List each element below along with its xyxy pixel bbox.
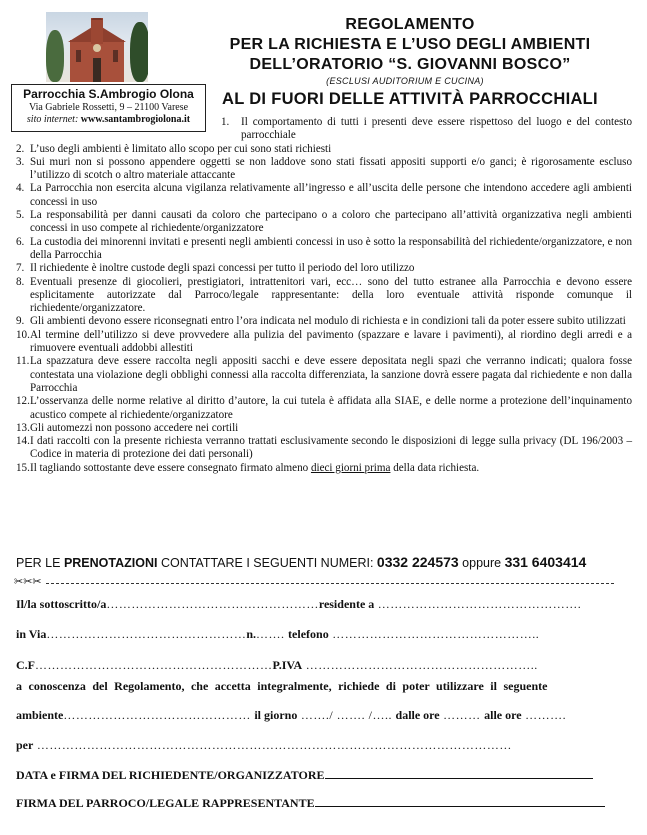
form-row-per	[16, 738, 634, 753]
form-row-tax	[16, 658, 634, 673]
purpose-field[interactable]: ……………………………………………………………………………………………………	[33, 738, 512, 752]
piva-label: P.IVA	[272, 658, 303, 672]
house-number-field[interactable]: …….	[256, 627, 289, 641]
rule-text-underlined: dieci giorni prima	[310, 461, 391, 474]
title-line-4: AL DI FUORI DELLE ATTIVITÀ PARROCCHIALI	[222, 90, 598, 108]
phone-field[interactable]: …………………………………………..	[328, 627, 540, 641]
contact-oppure: oppure	[458, 556, 505, 570]
form-row-ambiente	[16, 708, 634, 723]
phone-number-2: 331 6403414	[504, 554, 587, 570]
conoscenza-text: a conoscenza del Regolamento, che accetta integralmente, richiede di poter utilizzare il seguente	[16, 679, 548, 693]
form-row-conoscenza	[16, 679, 634, 694]
rule-text: La custodia dei minorenni invitati e presenti negli ambienti concessi in uso è sotto la responsabilità del richiedente/organizzatore, e non della Parrocchia	[30, 235, 632, 261]
residence-field[interactable]: ………………………………………….	[374, 597, 582, 611]
form-row-name	[16, 597, 634, 612]
rule-text: Sui muri non si possono appendere oggetti se non laddove sono stati fissati appositi supporti e/o ganci; è rigorosamente escluso l’utilizzo di scotch o altro materiale attaccante	[30, 155, 632, 182]
rule-number: 2.	[16, 142, 25, 155]
rule-item-1	[16, 116, 632, 143]
telefono-label: telefono	[288, 627, 329, 641]
rule-text: La Parrocchia non esercita alcuna vigilanza relativamente all’ingresso e all’uscita delle persone che intendono accedere agli ambienti concessi in uso	[30, 182, 632, 208]
rule-number: 10.	[16, 328, 30, 341]
rule-item-13	[16, 422, 632, 435]
rule-item-4	[16, 182, 632, 209]
firma-parroco-field[interactable]	[315, 796, 605, 807]
contact-line	[16, 554, 636, 570]
rule-item-14	[16, 435, 632, 462]
rule-text: Il richiedente è inoltre custode degli spazi concessi per tutto il periodo del loro utilizzo	[30, 262, 415, 275]
form-row-address	[16, 627, 634, 642]
giorno-label: il giorno	[254, 708, 298, 722]
rule-item-6	[16, 236, 632, 263]
parish-name: Parrocchia S.Ambrogio Olona	[23, 87, 194, 101]
phone-number-1: 0332 224573	[376, 554, 459, 570]
scissors-icon: ✂✂✂	[14, 575, 42, 588]
name-field[interactable]: ……………………………………………	[106, 597, 319, 611]
form-row-firma-parroco	[16, 796, 634, 811]
end-time-field[interactable]: ……….	[521, 708, 567, 722]
street-field[interactable]: …………………………………………	[46, 627, 247, 641]
via-label: in Via	[16, 627, 47, 641]
rule-item-12	[16, 395, 632, 422]
site-url-link[interactable]: www.santambrogiolona.it	[80, 114, 191, 125]
ambiente-label: ambiente	[16, 708, 64, 722]
rule-item-2	[16, 143, 632, 156]
rules-list	[16, 116, 632, 475]
rule-text-after: della data richiesta.	[390, 461, 480, 474]
contact-prefix: PER LE	[16, 556, 64, 570]
rule-number: 5.	[16, 209, 25, 222]
church-illustration	[66, 18, 128, 82]
rule-number: 1.	[221, 116, 230, 128]
rule-item-7	[16, 262, 632, 275]
rule-number: 14.	[16, 435, 30, 448]
rule-number: 12.	[16, 395, 30, 408]
rule-text: Gli automezzi non possono accedere nei cortili	[30, 421, 239, 434]
rule-item-3	[16, 156, 632, 183]
rule-number: 8.	[16, 275, 25, 288]
rule-item-10	[16, 329, 632, 356]
per-label: per	[16, 738, 34, 752]
rule-item-11	[16, 355, 632, 395]
dashed-divider	[46, 583, 614, 584]
rule-text: La spazzatura deve essere raccolta negli appositi sacchi e deve essere depositata negli spazi che verranno indicati; qualora fosse contestata una violazione degli obblighi connessi alla raccolta differenziata, la sanzione dovrà essere pagata dal richiedente e non dalla Parrocchia	[30, 355, 632, 394]
parish-address: Via Gabriele Rossetti, 9 – 21100 Varese	[28, 102, 189, 113]
contact-keyword: PRENOTAZIONI	[63, 556, 158, 570]
firma-richiedente-field[interactable]	[325, 768, 593, 779]
rule-text: Al termine dell’utilizzo si deve provvedere alla pulizia del pavimento (spazzare e lavare i pavimenti), al riordino degli arredi e a rimuovere eventuali addobbi allestiti	[30, 328, 632, 355]
rule-text: Gli ambienti devono essere riconsegnati entro l’ora indicata nel modulo di richiesta e in condizioni tali da poter essere subito utilizzati	[30, 315, 626, 328]
cut-line	[14, 575, 634, 589]
rule-number: 9.	[16, 315, 25, 328]
rule-text: Eventuali presenze di giocolieri, prestigiatori, intrattenitori vari, ecc… sono del tutto estranee alla Parrocchia e devono essere esplicitamente autorizzate dal Parroco/legale rappresentante: della loro eventuale attività risponde comunque il richiedente/organizzatore.	[30, 275, 632, 315]
title-line-2: PER LA RICHIESTA E L’USO DEGLI AMBIENTI	[229, 36, 591, 53]
rule-text: I dati raccolti con la presente richiesta verranno trattati esclusivamente secondo le disposizioni di legge sulla privacy (DL 196/2003 – Codice in materia di protezione dei dati personali)	[30, 435, 632, 461]
date-field[interactable]: ……./ ……. /…..	[297, 708, 396, 722]
title-line-3: DELL’ORATORIO “S. GIOVANNI BOSCO”	[249, 56, 571, 73]
church-photo	[46, 12, 148, 82]
rule-text: L’osservanza delle norme relative al diritto d’autore, la cui tutela è affidata alla SIAE, e delle norme a protezione dell’inquinamento acustico compete al richiedente/organizzatore	[30, 395, 632, 421]
ambiente-field[interactable]: ………………………………………	[63, 708, 255, 722]
rule-text: Il comportamento di tutti i presenti deve essere rispettoso del luogo e del contesto parrocchiale	[241, 116, 632, 142]
rule-number: 15.	[16, 461, 30, 474]
rule-item-5	[16, 209, 632, 236]
firma-parroco-label: FIRMA DEL PARROCO/LEGALE RAPPRESENTANTE	[16, 796, 315, 810]
form-row-firma-richiedente	[16, 768, 634, 783]
rule-text-before: Il tagliando sottostante deve essere consegnato firmato almeno	[30, 461, 311, 474]
rule-number: 13.	[16, 421, 30, 434]
rule-item-9	[16, 315, 632, 328]
rule-number: 11.	[16, 355, 30, 368]
rule-item-8	[16, 276, 632, 316]
title-note: (ESCLUSI AUDITORIUM E CUCINA)	[326, 76, 484, 86]
residente-label: residente a	[318, 597, 375, 611]
n-label: n.	[246, 627, 257, 641]
rule-text: L’uso degli ambienti è limitato allo scopo per cui sono stati richiesti	[30, 142, 332, 155]
piva-field[interactable]: ………………………………………………..	[302, 658, 538, 672]
dalle-label: dalle ore	[395, 708, 440, 722]
cf-field[interactable]: …………………………………………………	[35, 658, 273, 672]
rule-item-15	[16, 462, 632, 475]
contact-middle: CONTATTARE I SEGUENTI NUMERI:	[157, 556, 377, 570]
rule-number: 4.	[16, 182, 25, 195]
rule-number: 3.	[16, 155, 25, 168]
alle-label: alle ore	[484, 708, 522, 722]
start-time-field[interactable]: ………	[439, 708, 485, 722]
sottoscritto-label: Il/la sottoscritto/a	[16, 597, 107, 611]
firma-richiedente-label: DATA e FIRMA DEL RICHIEDENTE/ORGANIZZATORE	[16, 768, 325, 782]
rule-number: 6.	[16, 235, 25, 248]
title-regolamento: REGOLAMENTO	[345, 16, 475, 33]
cf-label: C.F	[16, 658, 35, 672]
rule-text: La responsabilità per danni causati da coloro che partecipano o a coloro che partecipano all’attività organizzativa negli ambienti concessi in uso compete al richiedente/organizzatore	[30, 209, 632, 235]
site-label: sito internet:	[26, 114, 79, 125]
rule-number: 7.	[16, 262, 25, 275]
